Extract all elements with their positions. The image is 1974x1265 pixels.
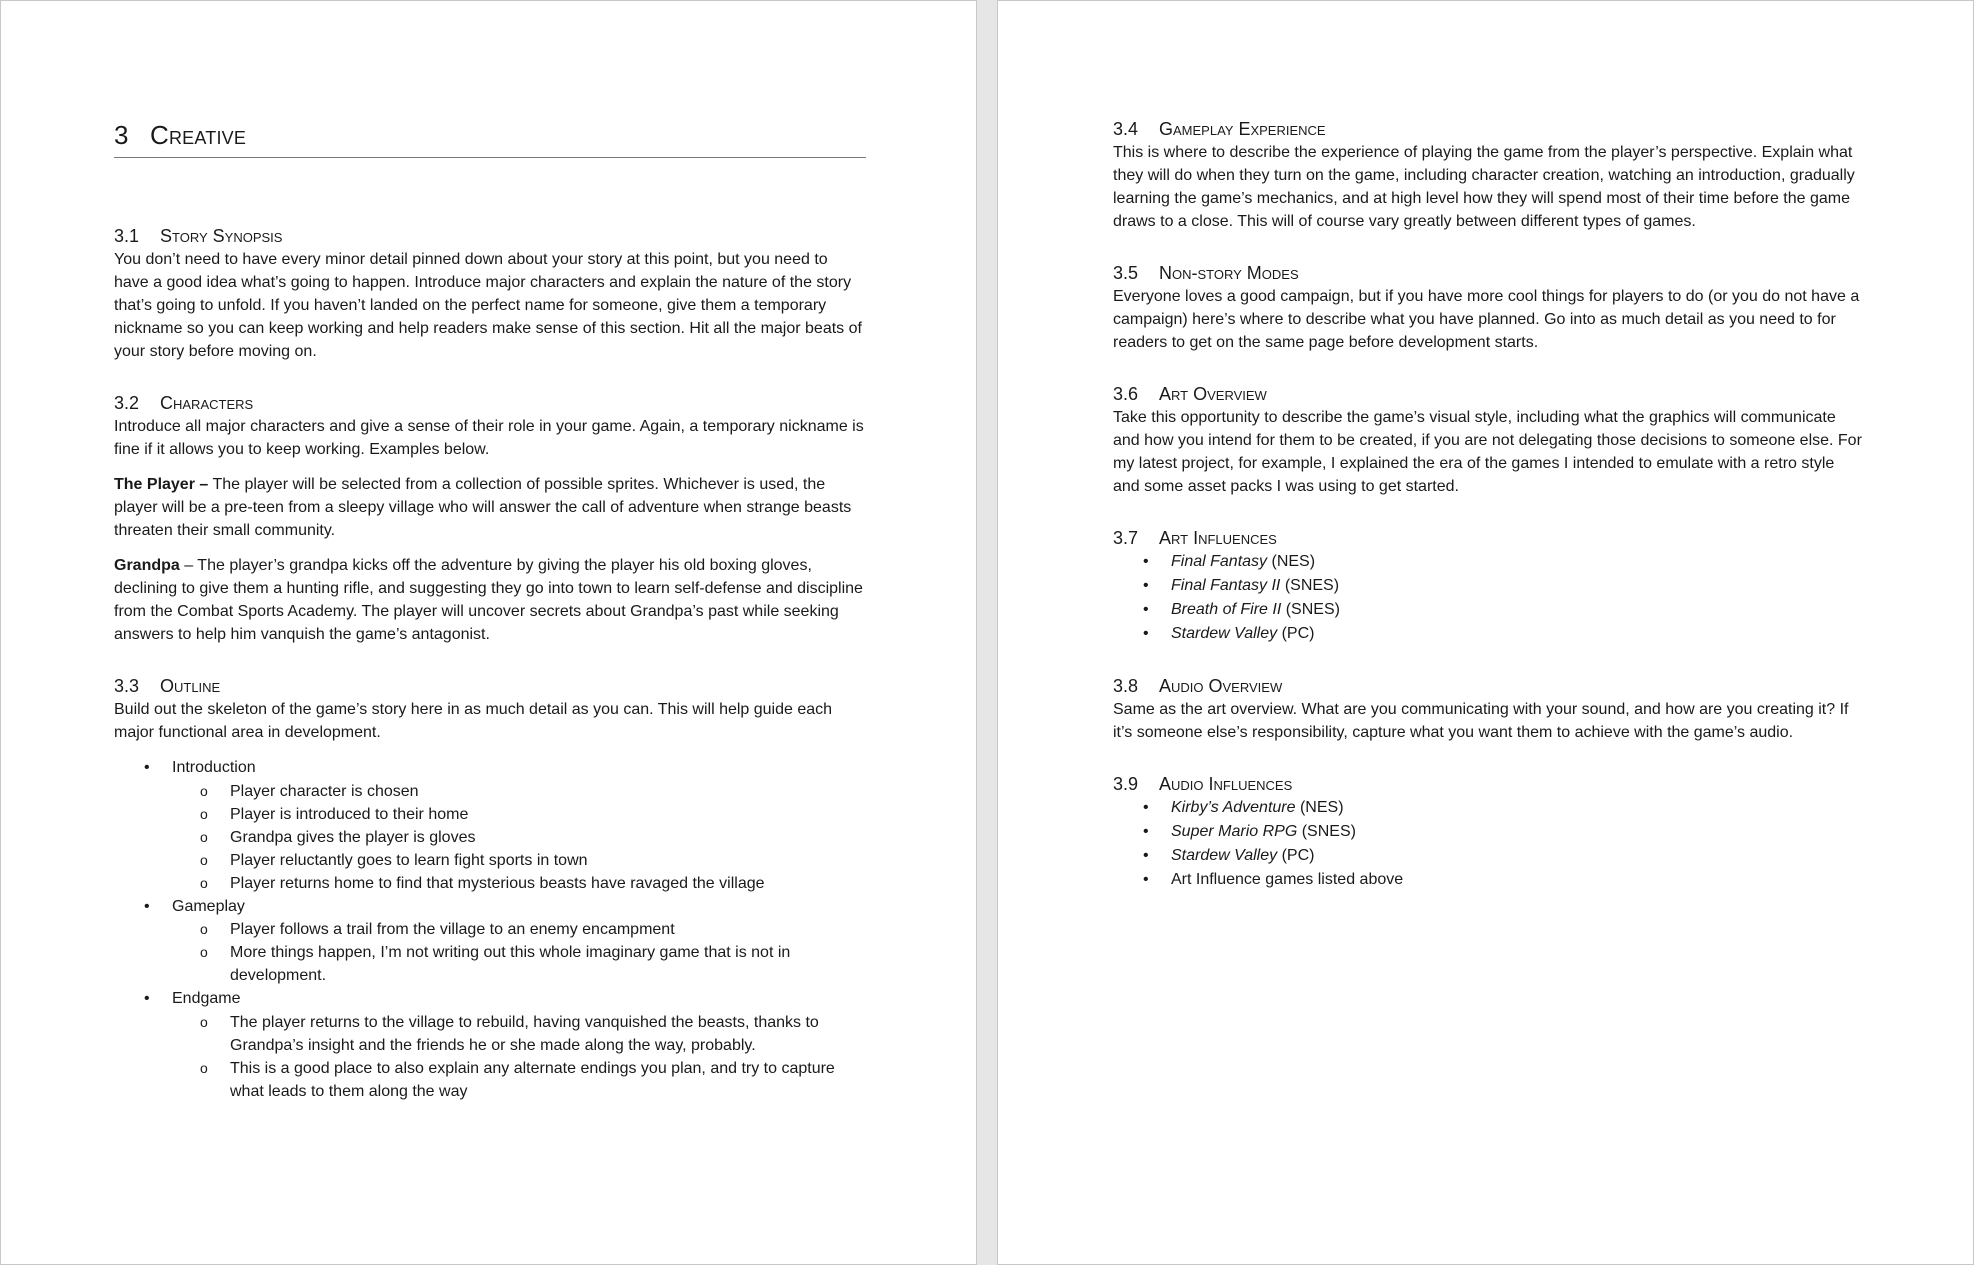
list-item [114,756,866,895]
chapter-number: 3 [114,120,129,150]
section-number: 3.8 [1113,676,1139,696]
game-title: Stardew Valley [1171,847,1278,864]
gameplay-experience-text: This is where to describe the experience of playing the game from the player’s perspective. Explain what they will do when they turn on the game, including character creation, watching an introduction, gradually learning the game’s mechanics, and at high level how they will spend most of their time before the game draws to a close. This will of course vary greatly between different types of games. [1113,144,1855,230]
list-item: o This is a good place to also explain any alternate endings you plan, and try to capture what leads to them along the way [172,1057,866,1103]
art-overview-text: Take this opportunity to describe the game’s visual style, including what the graphics will communicate and how you intend for them to be created, if you are not delegating those decisions to someone else. For my latest project, for example, I explained the era of the games I intended to emulate with a retro style and some asset packs I was using to get started. [1113,409,1862,495]
section-title: Non-story Modes [1159,263,1299,283]
game-title: Final Fantasy [1171,553,1268,570]
character-grandpa [114,554,866,646]
list-item: o More things happen, I’m not writing out this whole imaginary game that is not in development. [172,941,866,987]
art-influences-list [1113,550,1865,646]
outline-label-endgame: Endgame [172,990,241,1007]
section-title: Art Influences [1159,528,1277,548]
heading-audio-overview [1113,674,1865,698]
chapter-heading [114,119,866,158]
list-item [1113,796,1865,820]
heading-audio-influences [1113,772,1865,796]
sub-list [172,918,866,987]
section-number: 3.4 [1113,119,1139,139]
section-title: Characters [160,393,254,413]
list-item [1113,844,1865,868]
list-item: o Grandpa gives the player is gloves [172,826,866,849]
audio-overview-text: Same as the art overview. What are you communicating with your sound, and how are you creating it? If it’s someone else’s responsibility, capture what you want them to achieve with the game’s audio. [1113,701,1849,741]
outline-label-gameplay: Gameplay [172,897,245,915]
list-item [1113,820,1865,844]
list-item: o The player returns to the village to rebuild, having vanquished the beasts, thanks to Grandpa’s insight and the friends he or she made along the way, probably. [172,1011,866,1057]
platform: (SNES) [1297,823,1356,840]
heading-art-influences [1113,526,1865,550]
section-number: 3.2 [114,393,140,413]
heading-outline [114,674,866,698]
sub-list [172,780,866,895]
non-story-modes-text: Everyone loves a good campaign, but if you have more cool things for players to do (or you do not have a campaign) here’s where to describe what you have planned. Go into as much detail as you need to for readers to get on the same page before development starts. [1113,288,1860,351]
character-player-text: The player will be selected from a collection of possible sprites. Whichever is used, the player will be a pre-teen from a sleepy village who will answer the call of adventure when strange beasts threaten their small community. [114,476,852,539]
platform: (NES) [1295,799,1344,816]
character-player [114,473,866,542]
list-item: o Player follows a trail from the village to an enemy encampment [172,918,866,941]
list-item [1113,598,1865,622]
section-title: Art Overview [1159,384,1267,404]
section-number: 3.3 [114,676,140,696]
chapter-title: Creative [150,120,247,150]
list-item [1113,622,1865,646]
game-title: Super Mario RPG [1171,823,1298,840]
section-title: Story Synopsis [160,226,283,246]
list-item [1113,550,1865,574]
game-title: Stardew Valley [1171,625,1278,642]
section-number: 3.9 [1113,774,1139,794]
character-grandpa-label: Grandpa [114,557,180,574]
section-title: Audio Overview [1159,676,1283,696]
document-page-right [997,0,1974,1265]
game-title: Final Fantasy II [1171,577,1281,594]
section-title: Gameplay Experience [1159,119,1326,139]
section-number: 3.5 [1113,263,1139,283]
list-item: • Art Influence games listed above [1113,868,1865,892]
page-content [114,1,866,1103]
list-item: o Player is introduced to their home [172,803,866,826]
story-synopsis-text: You don’t need to have every minor detail pinned down about your story at this point, but you need to have a good idea what’s going to happen. Introduce major characters and explain the nature of the story that’s going to unfold. If you haven’t landed on the perfect name for someone, give them a temporary nickname so you can keep working and help readers make sense of this section. Hit all the major beats of your story before moving on. [114,251,862,360]
character-grandpa-text: – The player’s grandpa kicks off the adventure by giving the player his old boxing gloves, declining to give them a hunting rifle, and suggesting they go into town to learn self-defense and discipline from the Combat Sports Academy. The player will uncover secrets about Grandpa’s past while seeking answers to help him vanquish the game’s antagonist. [114,557,863,643]
audio-influences-list [1113,796,1865,892]
heading-story-synopsis [114,224,866,248]
outline-label-introduction: Introduction [172,759,256,776]
game-title: Kirby’s Adventure [1171,799,1296,816]
section-title: Audio Influences [1159,774,1293,794]
list-item [1113,574,1865,598]
list-item [114,895,866,988]
outline-list [114,756,866,1103]
heading-art-overview [1113,382,1865,406]
platform: (NES) [1267,553,1316,570]
heading-characters [114,391,866,415]
character-player-label: The Player – [114,476,209,493]
game-title: Breath of Fire II [1171,601,1282,618]
section-number: 3.7 [1113,528,1139,548]
section-title: Outline [160,676,221,696]
platform: (SNES) [1281,601,1340,618]
heading-gameplay-experience [1113,117,1865,141]
platform: (PC) [1277,625,1315,642]
page-content [1113,1,1865,892]
section-number: 3.1 [114,226,140,246]
characters-intro-text: Introduce all major characters and give a sense of their role in your game. Again, a temporary nickname is fine if it allows you to keep working. Examples below. [114,418,864,458]
section-number: 3.6 [1113,384,1139,404]
document-page-left [0,0,977,1265]
list-item: o Player returns home to find that mysterious beasts have ravaged the village [172,872,866,895]
platform: (SNES) [1280,577,1340,594]
list-item: o Player character is chosen [172,780,866,803]
platform: (PC) [1277,847,1315,864]
outline-intro-text: Build out the skeleton of the game’s story here in as much detail as you can. This will help guide each major functional area in development. [114,701,833,741]
heading-non-story-modes [1113,261,1865,285]
list-item [114,987,866,1103]
list-item: o Player reluctantly goes to learn fight sports in town [172,849,866,872]
sub-list [172,1011,866,1103]
